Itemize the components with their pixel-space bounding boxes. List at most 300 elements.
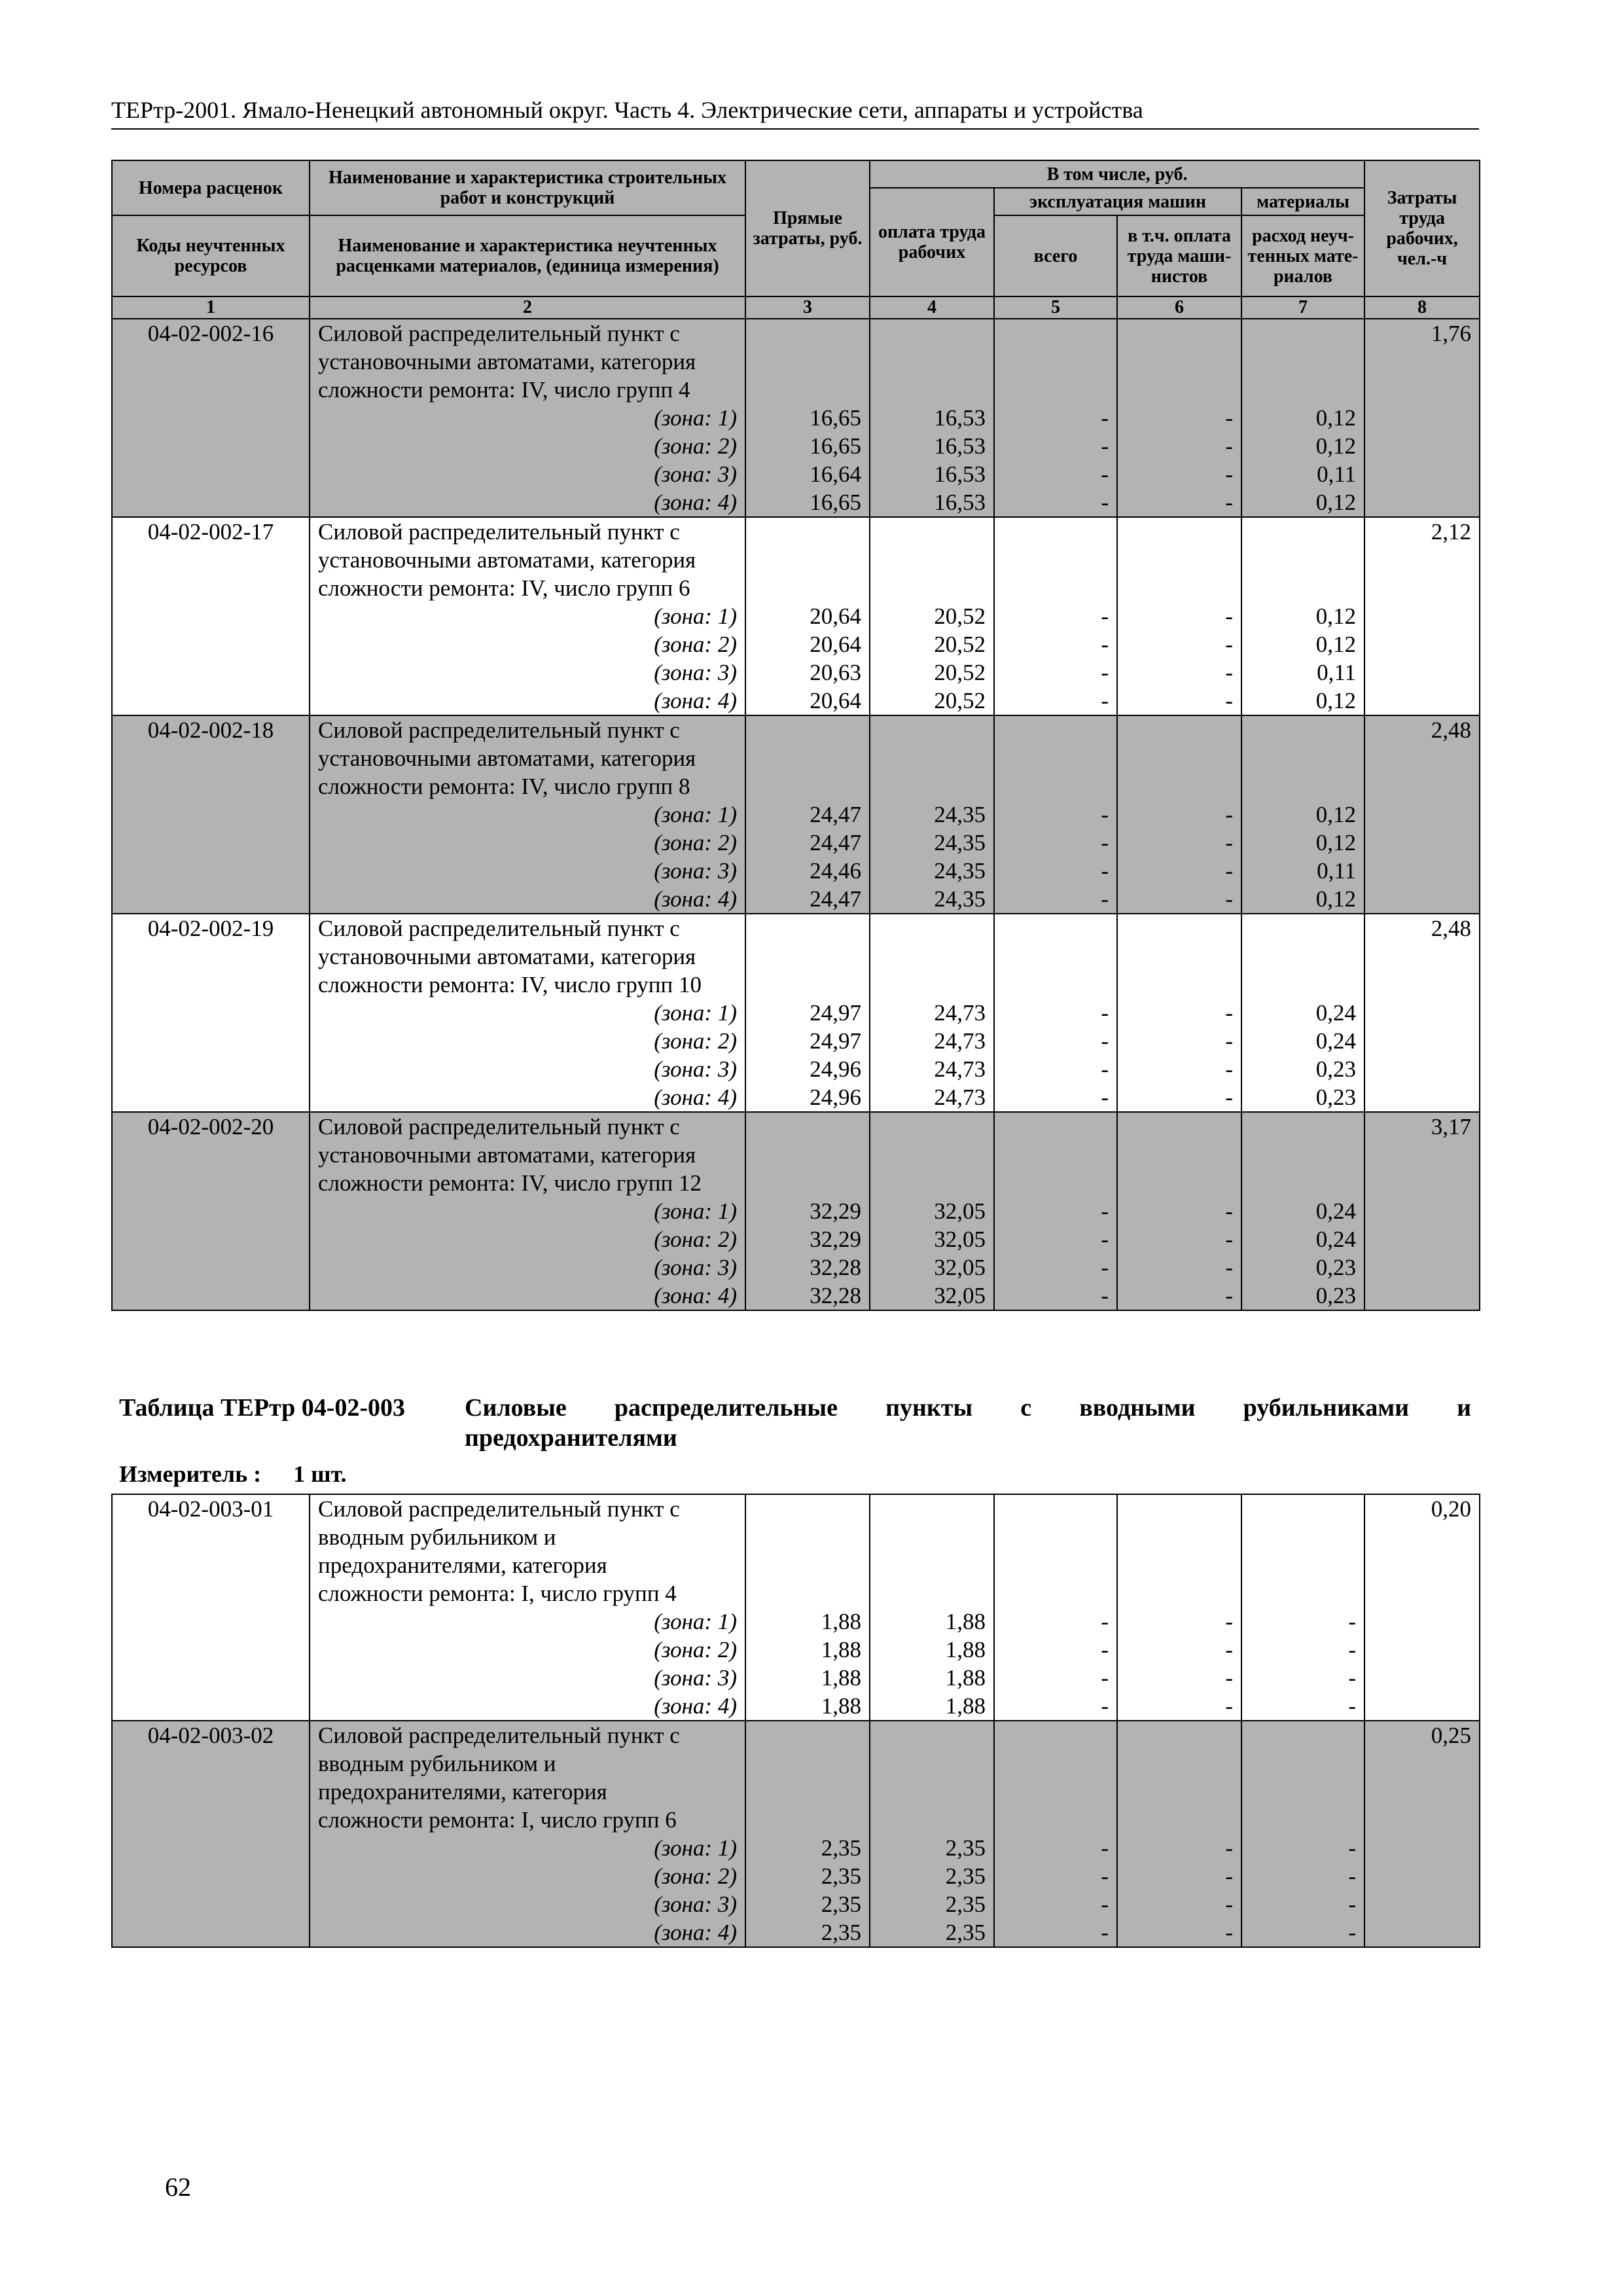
- zone-label: (зона: 3): [654, 1255, 737, 1280]
- labor-cell: [1364, 914, 1480, 1112]
- labor-value: 1,76: [1431, 321, 1472, 346]
- machines-total-cell: [994, 319, 1117, 517]
- direct-costs-value: 16,65: [810, 433, 861, 459]
- machinists-pay-value: -: [1225, 1000, 1233, 1026]
- table-label: Таблица ТЕРтр 04-02-003: [119, 1394, 406, 1422]
- materials-consumption-cell: [1241, 1494, 1364, 1721]
- materials-consumption-value: 0,12: [1315, 433, 1357, 459]
- workers-pay-value: 2,35: [945, 1835, 986, 1861]
- zone-label: (зона: 2): [654, 433, 737, 459]
- machines-total-value: -: [1101, 405, 1109, 431]
- zone-label: (зона: 4): [654, 688, 737, 713]
- workers-pay-value: 20,52: [934, 688, 986, 713]
- workers-pay-value: 16,53: [934, 433, 986, 459]
- description-line: Силовой распределительный пункт с: [318, 1723, 680, 1748]
- labor-value: 2,48: [1431, 717, 1472, 743]
- labor-cell: [1364, 1494, 1480, 1721]
- machines-total-value: -: [1101, 1863, 1109, 1889]
- col-number: 7: [1241, 296, 1364, 319]
- rate-code-text: 04-02-002-20: [147, 1114, 274, 1139]
- direct-costs-value: 32,29: [810, 1227, 861, 1252]
- direct-costs-value: 32,29: [810, 1198, 861, 1224]
- materials-consumption-value: -: [1348, 1609, 1356, 1634]
- workers-pay-value: 24,73: [934, 1000, 986, 1026]
- machinists-pay-cell: [1117, 1494, 1241, 1721]
- rate-code-text: 04-02-002-18: [147, 717, 274, 743]
- direct-costs-value: 24,96: [810, 1085, 861, 1110]
- machinists-pay-cell: [1117, 1721, 1241, 1947]
- materials-consumption-value: 0,11: [1317, 858, 1357, 884]
- direct-costs-value: 2,35: [821, 1920, 861, 1945]
- description-line: сложности ремонта: I, число групп 6: [318, 1807, 677, 1833]
- col-workers-pay: оплата труда рабочих: [870, 188, 994, 296]
- workers-pay-value: 16,53: [934, 405, 986, 431]
- labor-cell: [1364, 1721, 1480, 1947]
- machinists-pay-value: -: [1225, 433, 1233, 459]
- table-row: [112, 715, 1480, 914]
- materials-consumption-value: 0,23: [1315, 1283, 1357, 1308]
- direct-costs-cell: [745, 1494, 870, 1721]
- materials-consumption-value: 0,12: [1315, 802, 1357, 827]
- table-row: [112, 1494, 1480, 1721]
- direct-costs-value: 16,65: [810, 490, 861, 515]
- description-line: установочными автоматами, категория: [318, 745, 696, 771]
- col-number: 5: [994, 296, 1117, 319]
- workers-pay-value: 2,35: [945, 1892, 986, 1917]
- zone-label: (зона: 1): [654, 1609, 737, 1634]
- page-number: 62: [165, 2172, 191, 2202]
- description-line: сложности ремонта: IV, число групп 12: [318, 1170, 702, 1196]
- description-line: вводным рубильником и: [318, 1751, 556, 1776]
- col-materials: материалы: [1241, 188, 1364, 215]
- machines-total-value: -: [1101, 632, 1109, 657]
- workers-pay-value: 1,88: [945, 1665, 986, 1691]
- zone-label: (зона: 3): [654, 1665, 737, 1691]
- zone-label: (зона: 3): [654, 660, 737, 685]
- machines-total-cell: [994, 1112, 1117, 1310]
- workers-pay-value: 20,52: [934, 632, 986, 657]
- rate-code: [112, 319, 310, 517]
- workers-pay-value: 24,73: [934, 1085, 986, 1110]
- rate-description: [310, 715, 745, 914]
- zone-label: (зона: 1): [654, 1198, 737, 1224]
- rate-code: [112, 1494, 310, 1721]
- zone-label: (зона: 2): [654, 1028, 737, 1054]
- labor-value: 3,17: [1431, 1114, 1472, 1139]
- workers-pay-value: 2,35: [945, 1920, 986, 1945]
- zone-label: (зона: 4): [654, 886, 737, 912]
- table-row: [112, 517, 1480, 715]
- zone-label: (зона: 3): [654, 1056, 737, 1082]
- col-name-works: Наименование и характеристика строительных работ и конструкций: [310, 160, 745, 215]
- materials-consumption-value: 0,24: [1315, 1227, 1357, 1252]
- machines-total-value: -: [1101, 1198, 1109, 1224]
- rate-code: [112, 1721, 310, 1947]
- description-line: установочными автоматами, категория: [318, 349, 696, 374]
- materials-consumption-cell: [1241, 319, 1364, 517]
- description-line: сложности ремонта: IV, число групп 4: [318, 377, 690, 403]
- machinists-pay-value: -: [1225, 1255, 1233, 1280]
- materials-consumption-value: 0,11: [1317, 461, 1357, 487]
- machines-total-value: -: [1101, 433, 1109, 459]
- machinists-pay-value: -: [1225, 688, 1233, 713]
- machinists-pay-value: -: [1225, 1198, 1233, 1224]
- direct-costs-value: 20,63: [810, 660, 861, 685]
- rate-code-text: 04-02-002-17: [147, 519, 274, 545]
- description-line: сложности ремонта: IV, число групп 8: [318, 774, 690, 799]
- col-rate-numbers: Номера расценок: [112, 160, 310, 215]
- machines-total-cell: [994, 914, 1117, 1112]
- rate-description: [310, 517, 745, 715]
- workers-pay-value: 20,52: [934, 603, 986, 629]
- zone-label: (зона: 3): [654, 1892, 737, 1917]
- direct-costs-value: 24,96: [810, 1056, 861, 1082]
- zone-label: (зона: 3): [654, 461, 737, 487]
- workers-pay-value: 24,35: [934, 858, 986, 884]
- machinists-pay-cell: [1117, 1112, 1241, 1310]
- materials-consumption-value: -: [1348, 1863, 1356, 1889]
- zone-label: (зона: 4): [654, 1693, 737, 1719]
- machinists-pay-value: -: [1225, 603, 1233, 629]
- direct-costs-value: 20,64: [810, 632, 861, 657]
- materials-consumption-value: 0,23: [1315, 1255, 1357, 1280]
- zone-label: (зона: 1): [654, 802, 737, 827]
- materials-consumption-value: 0,24: [1315, 1000, 1357, 1026]
- description-line: установочными автоматами, категория: [318, 1142, 696, 1168]
- column-numbers-row: [112, 296, 1480, 319]
- table-title: [465, 1393, 1471, 1453]
- zone-label: (зона: 2): [654, 830, 737, 855]
- col-number: 8: [1364, 296, 1480, 319]
- col-machines: эксплуатация машин: [994, 188, 1241, 215]
- machines-total-value: -: [1101, 1056, 1109, 1082]
- workers-pay-cell: [870, 319, 994, 517]
- table-title-line: предохранителями: [465, 1424, 677, 1452]
- rates-table-04-02-003: [111, 1494, 1480, 1948]
- machinists-pay-value: -: [1225, 1892, 1233, 1917]
- workers-pay-value: 1,88: [945, 1609, 986, 1634]
- zone-label: (зона: 1): [654, 603, 737, 629]
- materials-consumption-value: 0,12: [1315, 603, 1357, 629]
- machines-total-value: -: [1101, 1085, 1109, 1110]
- materials-consumption-value: 0,12: [1315, 632, 1357, 657]
- labor-cell: [1364, 1112, 1480, 1310]
- rate-code: [112, 914, 310, 1112]
- col-materials-consumption: расход неуч-тенных мате-риалов: [1241, 215, 1364, 296]
- table-row: [112, 319, 1480, 517]
- workers-pay-value: 32,05: [934, 1198, 986, 1224]
- machines-total-value: -: [1101, 490, 1109, 515]
- workers-pay-value: 1,88: [945, 1693, 986, 1719]
- workers-pay-value: 32,05: [934, 1283, 986, 1308]
- direct-costs-value: 32,28: [810, 1283, 861, 1308]
- machines-total-value: -: [1101, 886, 1109, 912]
- machinists-pay-value: -: [1225, 660, 1233, 685]
- description-line: вводным рубильником и: [318, 1524, 556, 1550]
- machinists-pay-value: -: [1225, 1609, 1233, 1634]
- col-name-materials: Наименование и характеристика неучтенных расценками материалов, (единица измерения): [310, 215, 745, 296]
- machines-total-value: -: [1101, 1283, 1109, 1308]
- machinists-pay-value: -: [1225, 802, 1233, 827]
- col-machines-total: всего: [994, 215, 1117, 296]
- materials-consumption-cell: [1241, 715, 1364, 914]
- machinists-pay-value: -: [1225, 1693, 1233, 1719]
- rate-description: [310, 914, 745, 1112]
- machinists-pay-value: -: [1225, 1637, 1233, 1662]
- materials-consumption-value: 0,23: [1315, 1085, 1357, 1110]
- meter: [119, 1460, 346, 1488]
- machinists-pay-value: -: [1225, 1227, 1233, 1252]
- direct-costs-cell: [745, 517, 870, 715]
- zone-label: (зона: 2): [654, 1863, 737, 1889]
- machines-total-value: -: [1101, 603, 1109, 629]
- machinists-pay-cell: [1117, 517, 1241, 715]
- workers-pay-value: 24,35: [934, 886, 986, 912]
- rate-code-text: 04-02-002-19: [147, 916, 274, 941]
- machinists-pay-value: -: [1225, 1863, 1233, 1889]
- machines-total-value: -: [1101, 1892, 1109, 1917]
- table-row: [112, 1112, 1480, 1310]
- col-number: 2: [310, 296, 745, 319]
- zone-label: (зона: 4): [654, 1283, 737, 1308]
- machines-total-cell: [994, 715, 1117, 914]
- zone-label: (зона: 2): [654, 632, 737, 657]
- materials-consumption-value: 0,12: [1315, 830, 1357, 855]
- description-line: сложности ремонта: IV, число групп 10: [318, 972, 702, 997]
- materials-consumption-value: -: [1348, 1892, 1356, 1917]
- zone-label: (зона: 3): [654, 858, 737, 884]
- meter-label: Измеритель :: [119, 1461, 262, 1487]
- description-line: установочными автоматами, категория: [318, 547, 696, 573]
- description-line: Силовой распределительный пункт с: [318, 321, 680, 346]
- direct-costs-value: 24,46: [810, 858, 861, 884]
- workers-pay-cell: [870, 1721, 994, 1947]
- direct-costs-value: 1,88: [821, 1609, 861, 1634]
- rate-code-text: 04-02-003-02: [147, 1723, 274, 1748]
- machines-total-value: -: [1101, 660, 1109, 685]
- rate-code-text: 04-02-002-16: [147, 321, 274, 346]
- labor-value: 2,48: [1431, 916, 1472, 941]
- zone-label: (зона: 1): [654, 1835, 737, 1861]
- machinists-pay-value: -: [1225, 1835, 1233, 1861]
- workers-pay-value: 24,73: [934, 1056, 986, 1082]
- machines-total-value: -: [1101, 1920, 1109, 1945]
- col-number: 4: [870, 296, 994, 319]
- col-including: В том числе, руб.: [870, 160, 1364, 188]
- direct-costs-value: 24,47: [810, 802, 861, 827]
- direct-costs-value: 24,47: [810, 830, 861, 855]
- materials-consumption-cell: [1241, 1112, 1364, 1310]
- workers-pay-value: 24,35: [934, 802, 986, 827]
- description-line: Силовой распределительный пункт с: [318, 519, 680, 545]
- materials-consumption-cell: [1241, 1721, 1364, 1947]
- machines-total-value: -: [1101, 688, 1109, 713]
- materials-consumption-value: 0,24: [1315, 1198, 1357, 1224]
- description-line: Силовой распределительный пункт с: [318, 1496, 680, 1522]
- workers-pay-value: 20,52: [934, 660, 986, 685]
- rate-code: [112, 715, 310, 914]
- workers-pay-value: 2,35: [945, 1863, 986, 1889]
- direct-costs-cell: [745, 715, 870, 914]
- zone-label: (зона: 4): [654, 1920, 737, 1945]
- machines-total-value: -: [1101, 1227, 1109, 1252]
- labor-cell: [1364, 715, 1480, 914]
- description-line: Силовой распределительный пункт с: [318, 717, 680, 743]
- zone-label: (зона: 2): [654, 1637, 737, 1662]
- machines-total-value: -: [1101, 858, 1109, 884]
- machines-total-value: -: [1101, 830, 1109, 855]
- direct-costs-cell: [745, 914, 870, 1112]
- direct-costs-value: 1,88: [821, 1693, 861, 1719]
- description-line: предохранителями, категория: [318, 1779, 607, 1804]
- zone-label: (зона: 2): [654, 1227, 737, 1252]
- labor-value: 0,20: [1431, 1496, 1471, 1522]
- direct-costs-value: 24,97: [810, 1028, 861, 1054]
- direct-costs-value: 2,35: [821, 1863, 861, 1889]
- materials-consumption-value: -: [1348, 1665, 1356, 1691]
- workers-pay-cell: [870, 517, 994, 715]
- materials-consumption-cell: [1241, 914, 1364, 1112]
- machines-total-value: -: [1101, 1000, 1109, 1026]
- zone-label: (зона: 4): [654, 1085, 737, 1110]
- page-header: ТЕРтр-2001. Ямало-Ненецкий автономный округ. Часть 4. Электрические сети, аппараты и устройства: [111, 93, 1479, 130]
- meter-value: 1 шт.: [293, 1461, 347, 1487]
- materials-consumption-value: -: [1348, 1637, 1356, 1662]
- rate-description: [310, 1721, 745, 1947]
- materials-consumption-value: 0,12: [1315, 490, 1357, 515]
- col-machinists-pay: в т.ч. оплата труда маши-нистов: [1117, 215, 1241, 296]
- machinists-pay-value: -: [1225, 490, 1233, 515]
- table-row: [112, 1721, 1480, 1947]
- zone-label: (зона: 1): [654, 405, 737, 431]
- machinists-pay-value: -: [1225, 632, 1233, 657]
- machines-total-value: -: [1101, 1255, 1109, 1280]
- machines-total-value: -: [1101, 1665, 1109, 1691]
- workers-pay-value: 24,73: [934, 1028, 986, 1054]
- machines-total-cell: [994, 1721, 1117, 1947]
- materials-consumption-value: 0,12: [1315, 886, 1357, 912]
- materials-consumption-value: -: [1348, 1693, 1356, 1719]
- workers-pay-value: 32,05: [934, 1227, 986, 1252]
- machinists-pay-value: -: [1225, 886, 1233, 912]
- machines-total-value: -: [1101, 1609, 1109, 1634]
- direct-costs-value: 32,28: [810, 1255, 861, 1280]
- direct-costs-value: 2,35: [821, 1892, 861, 1917]
- machinists-pay-value: -: [1225, 1056, 1233, 1082]
- machines-total-value: -: [1101, 461, 1109, 487]
- zone-label: (зона: 1): [654, 1000, 737, 1026]
- machinists-pay-value: -: [1225, 1028, 1233, 1054]
- machines-total-value: -: [1101, 1835, 1109, 1861]
- direct-costs-value: 20,64: [810, 603, 861, 629]
- machines-total-value: -: [1101, 1637, 1109, 1662]
- machines-total-cell: [994, 1494, 1117, 1721]
- workers-pay-cell: [870, 1494, 994, 1721]
- machinists-pay-value: -: [1225, 461, 1233, 487]
- col-resource-codes: Коды неучтенных ресурсов: [112, 215, 310, 296]
- description-line: предохранителями, категория: [318, 1552, 607, 1578]
- workers-pay-value: 16,53: [934, 490, 986, 515]
- machinists-pay-value: -: [1225, 1085, 1233, 1110]
- rates-table-04-02-002: [111, 160, 1480, 1311]
- labor-value: 0,25: [1431, 1723, 1471, 1748]
- workers-pay-value: 16,53: [934, 461, 986, 487]
- workers-pay-cell: [870, 914, 994, 1112]
- machinists-pay-cell: [1117, 319, 1241, 517]
- materials-consumption-value: 0,12: [1315, 688, 1357, 713]
- workers-pay-cell: [870, 1112, 994, 1310]
- direct-costs-value: 24,97: [810, 1000, 861, 1026]
- description-line: Силовой распределительный пункт с: [318, 916, 680, 941]
- direct-costs-cell: [745, 1112, 870, 1310]
- rate-code: [112, 517, 310, 715]
- col-direct-costs: Прямые затраты, руб.: [745, 160, 870, 296]
- labor-value: 2,12: [1431, 519, 1472, 545]
- zone-label: (зона: 4): [654, 490, 737, 515]
- materials-consumption-value: -: [1348, 1920, 1356, 1945]
- workers-pay-cell: [870, 715, 994, 914]
- machinists-pay-value: -: [1225, 1283, 1233, 1308]
- direct-costs-value: 16,64: [810, 461, 861, 487]
- materials-consumption-value: -: [1348, 1835, 1356, 1861]
- rate-code: [112, 1112, 310, 1310]
- materials-consumption-value: 0,11: [1317, 660, 1357, 685]
- labor-cell: [1364, 319, 1480, 517]
- machinists-pay-value: -: [1225, 1665, 1233, 1691]
- machinists-pay-cell: [1117, 914, 1241, 1112]
- materials-consumption-cell: [1241, 517, 1364, 715]
- machines-total-cell: [994, 517, 1117, 715]
- rate-description: [310, 1494, 745, 1721]
- machines-total-value: -: [1101, 1028, 1109, 1054]
- labor-cell: [1364, 517, 1480, 715]
- rate-code-text: 04-02-003-01: [147, 1496, 274, 1522]
- col-number: 3: [745, 296, 870, 319]
- direct-costs-value: 1,88: [821, 1665, 861, 1691]
- machinists-pay-value: -: [1225, 405, 1233, 431]
- machines-total-value: -: [1101, 802, 1109, 827]
- col-number: 6: [1117, 296, 1241, 319]
- direct-costs-value: 2,35: [821, 1835, 861, 1861]
- workers-pay-value: 24,35: [934, 830, 986, 855]
- rate-description: [310, 319, 745, 517]
- machinists-pay-value: -: [1225, 830, 1233, 855]
- machines-total-value: -: [1101, 1693, 1109, 1719]
- direct-costs-value: 24,47: [810, 886, 861, 912]
- direct-costs-cell: [745, 1721, 870, 1947]
- description-line: сложности ремонта: I, число групп 4: [318, 1581, 677, 1606]
- description-line: сложности ремонта: IV, число групп 6: [318, 575, 690, 601]
- materials-consumption-value: 0,24: [1315, 1028, 1357, 1054]
- machinists-pay-value: -: [1225, 1920, 1233, 1945]
- col-labor: Затраты труда рабочих, чел.-ч: [1364, 160, 1480, 296]
- machinists-pay-cell: [1117, 715, 1241, 914]
- description-line: Силовой распределительный пункт с: [318, 1114, 680, 1139]
- workers-pay-value: 32,05: [934, 1255, 986, 1280]
- table-row: [112, 914, 1480, 1112]
- direct-costs-value: 1,88: [821, 1637, 861, 1662]
- workers-pay-value: 1,88: [945, 1637, 986, 1662]
- machinists-pay-value: -: [1225, 858, 1233, 884]
- description-line: установочными автоматами, категория: [318, 944, 696, 969]
- rate-description: [310, 1112, 745, 1310]
- direct-costs-value: 16,65: [810, 405, 861, 431]
- col-number: 1: [112, 296, 310, 319]
- table-title-line: Силовые распределительные пункты с вводными рубильниками и: [465, 1394, 1471, 1422]
- materials-consumption-value: 0,23: [1315, 1056, 1357, 1082]
- direct-costs-value: 20,64: [810, 688, 861, 713]
- materials-consumption-value: 0,12: [1315, 405, 1357, 431]
